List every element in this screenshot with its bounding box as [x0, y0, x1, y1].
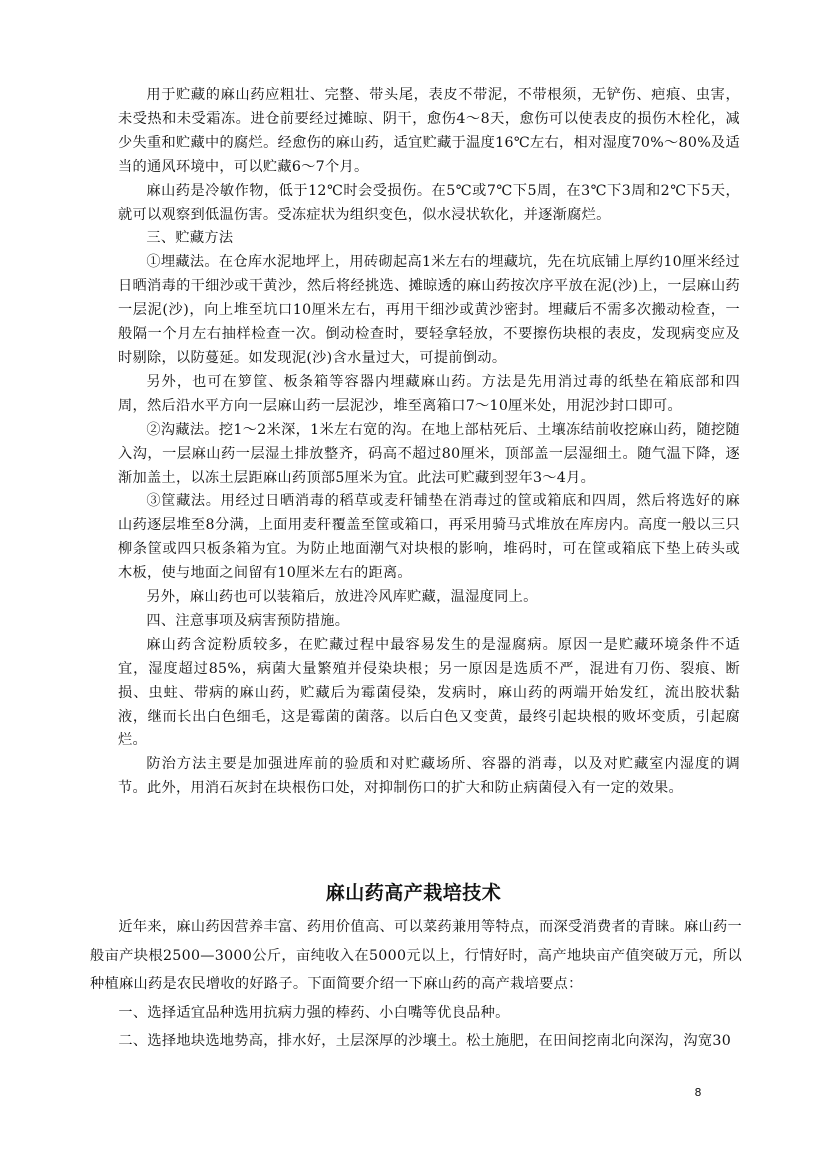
- paragraph: 二、选择地块选地势高，排水好，土层深厚的沙壤土。松土施肥，在田间挖南北向深沟，沟宽30: [118, 1033, 732, 1050]
- paragraph: 另外，麻山药也可以装箱后，放进冷风库贮藏，温湿度同上。: [146, 589, 538, 606]
- paragraph: 麻山药含淀粉质较多，在贮藏过程中最容易发生的是湿腐病。原因一是贮藏环境条件不适宜，湿度超过85%，病菌大量繁殖并侵染块根；另一原因是选质不严，混进有刀伤、裂痕、断损、虫蛀、带病的麻山药，贮藏后为霉菌侵染，发病时，麻山药的两端开始发红，流出胶状黏液，继而长出白色细毛，这是霉菌的菌落。以后白色又变黄，最终引起块根的败坏变质，引起腐烂。: [118, 636, 740, 749]
- section-heading: 三、贮藏方法: [146, 230, 234, 247]
- paragraph: 一、选择适宜品种选用抗病力强的棒药、小白嘴等优良品种。: [118, 1004, 510, 1021]
- paragraph: ①埋藏法。在仓库水泥地坪上，用砖砌起高1米左右的埋藏坑，先在坑底铺上厚约10厘米经过日晒消毒的干细沙或干黄沙，然后将经挑选、摊晾透的麻山药按次序平放在泥(沙)上，一层麻山药一层泥(沙)，向上堆至坑口10厘米左右，再用干细沙或黄沙密封。埋藏后不需多次搬动检查，一般隔一个月左右抽样检查一次。倒动检查时，要轻拿轻放，不要擦伤块根的表皮，发现病变应及时剔除，以防蔓延。如发现泥(沙)含水量过大，可提前倒动。: [118, 254, 740, 366]
- cultivation-section: [90, 913, 742, 1056]
- page-number: 8: [694, 1086, 702, 1099]
- paragraph: 防治方法主要是加强进库前的验质和对贮藏场所、容器的消毒，以及对贮藏室内湿度的调节。此外，用消石灰封在块根伤口处，对抑制伤口的扩大和防止病菌侵入有一定的效果。: [118, 756, 740, 797]
- paragraph: 另外，也可在箩筐、板条箱等容器内埋藏麻山药。方法是先用消过毒的纸垫在箱底部和四周，然后沿水平方向一层麻山药一层泥沙，堆至离箱口7～10厘米处，用泥沙封口即可。: [118, 373, 740, 414]
- paragraph: 麻山药是冷敏作物，低于12℃时会受损伤。在5℃或7℃下5周，在3℃下3周和2℃下5天，就可以观察到低温伤害。受冻症状为组织变色，似水浸状软化，并逐渐腐烂。: [118, 182, 740, 223]
- paragraph: 用于贮藏的麻山药应粗壮、完整、带头尾，表皮不带泥，不带根须，无铲伤、疤痕、虫害，未受热和未受霜冻。进仓前要经过摊晾、阴干，愈伤4～8天，愈伤可以使表皮的损伤木栓化，减少失重和贮藏中的腐烂。经愈伤的麻山药，适宜贮藏于温度16℃左右，相对湿度70%～80%及适当的通风环境中，可以贮藏6～7个月。: [118, 87, 740, 175]
- paragraph: ②沟藏法。挖1～2米深，1米左右宽的沟。在地上部枯死后、土壤冻结前收挖麻山药，随挖随入沟，一层麻山药一层湿土排放整齐，码高不超过80厘米，顶部盖一层湿细土。随气温下降，逐渐加盖土，以冻土层距麻山药顶部5厘米为宜。此法可贮藏到翌年3～4月。: [118, 421, 740, 486]
- section-heading: 四、注意事项及病害预防措施。: [146, 612, 350, 629]
- storage-section: [118, 84, 740, 801]
- paragraph: 近年来，麻山药因营养丰富、药用价值高、可以菜药兼用等特点，而深受消费者的青睐。麻山药一般亩产块根2500—3000公斤，亩纯收入在5000元以上，行情好时，高产地块亩产值突破万元，所以种植麻山药是农民增收的好路子。下面简要介绍一下麻山药的高产栽培要点：: [90, 919, 742, 993]
- paragraph: ③筐藏法。用经过日晒消毒的稻草或麦秆铺垫在消毒过的筐或箱底和四周，然后将选好的麻山药逐层堆至8分满，上面用麦秆覆盖至筐或箱口，再采用骑马式堆放在库房内。高度一般以三只柳条筐或四只板条箱为宜。为防止地面潮气对块根的影响，堆码时，可在筐或箱底下垫上砖头或木板，使与地面之间留有10厘米左右的距离。: [118, 493, 740, 582]
- article-title: 麻山药高产栽培技术: [325, 882, 502, 904]
